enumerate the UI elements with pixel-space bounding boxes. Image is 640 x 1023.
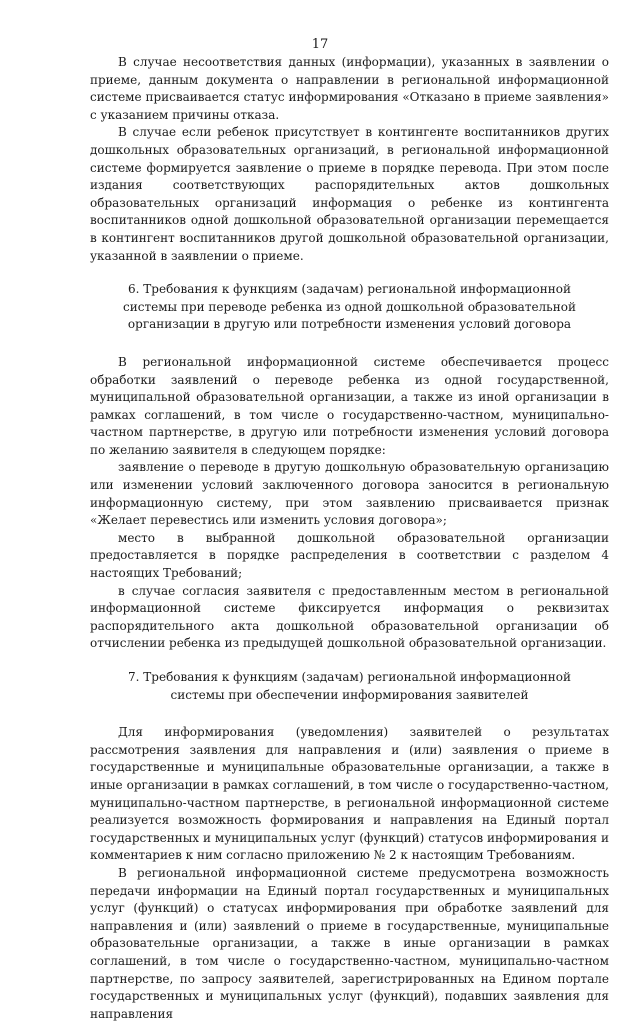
section-6-paragraph: место в выбранной дошкольной образовательной организации предоставляется в порядке распределения в соответствии с разделом 4 настоящих Требований; [90, 530, 609, 581]
section-6-paragraph: В региональной информационной системе обеспечивается процесс обработки заявлений о переводе ребенка из одной государственной, муниципальной образовательной организации, а также из иной организации в рамках соглашений, в том числе о государственно-частном, муниципально-частном партнерстве, в другую или потребности изменения условий договора по желанию заявителя в следующем порядке: [90, 354, 609, 457]
section-6-paragraph: в случае согласия заявителя с предоставленным местом в региональной информационной системе фиксируется информация о реквизитах распорядительного акта дошкольной образовательной организации об отчислении ребенка из предыдущей дошкольной образовательной организации. [90, 583, 609, 651]
section-7-paragraph: В региональной информационной системе предусмотрена возможность передачи информации на Единый портал государственных и муниципальных услуг (функций) о статусах информирования при обработке заявлений для направления и (или) заявлений о приеме в государственные, муниципальные образовательные организации, а также в иные организации в рамках соглашений, в том числе о государственно-частном, муниципально-частном партнерстве, по запросу заявителей, зарегистрированных на Едином портале государственных и муниципальных услуг (функций), подавших заявления для направления [90, 865, 609, 1021]
paragraph-status-refusal: В случае несоответствия данных (информации), указанных в заявлении о приеме, данным документа о направлении в региональной информационной системе присваивается статус информирования «Отказано в приеме заявления» с указанием причины отказа. [90, 55, 609, 122]
section-6-heading: 6. Требования к функциям (задачам) региональной информационной системы при переводе ребенка из одной дошкольной образовательной организации в другую или потребности изменения условий договора [123, 282, 576, 332]
section-6-paragraph: заявление о переводе в другую дошкольную образовательную организацию или изменении условий заключенного договора заносится в региональную информационную систему, при этом заявлению присваивается признак «Желает перевестись или изменить условия договора»; [90, 460, 609, 528]
section-7-paragraph: Для информирования (уведомления) заявителей о результатах рассмотрения заявления для направления и (или) заявления о приеме в государственные и муниципальные образовательные организации, а также в иные организации в рамках соглашений, в том числе о государственно-частном, муниципально-частном партнерстве, в региональной информационной системе реализуется возможность формирования и направления на Единый портал государственных и муниципальных услуг (функций) статусов информирования и комментариев к ним согласно приложению № 2 к настоящим Требованиям. [90, 725, 609, 863]
section-7-heading: 7. Требования к функциям (задачам) региональной информационной системы при обеспечении информирования заявителей [128, 670, 571, 702]
page-number: 17 [311, 37, 329, 52]
page-body [90, 54, 609, 1023]
paragraph-transfer-contingent: В случае если ребенок присутствует в контингенте воспитанников других дошкольных образовательных организаций, в региональной информационной системе формируется заявление о приеме в порядке перевода. При этом после издания соответствующих распорядительных актов дошкольных образовательных организаций информация о ребенке из контингента воспитанников одной дошкольной образовательной организации перемещается в контингент воспитанников другой дошкольной образовательной организации, указанной в заявлении о приеме. [90, 125, 609, 263]
